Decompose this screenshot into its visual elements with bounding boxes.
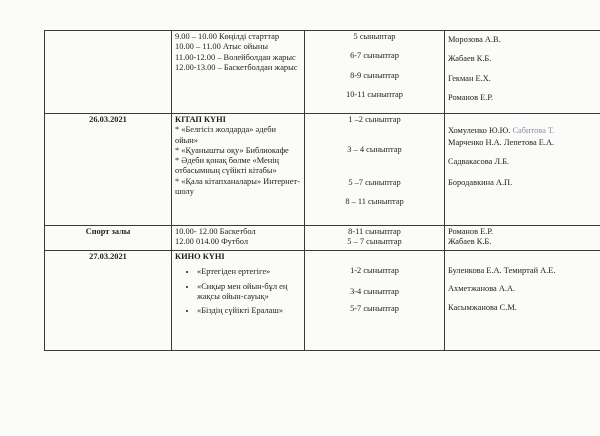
activity-cell: [172, 114, 305, 226]
date-cell: 27.03.2021: [45, 251, 172, 351]
activity-cell: [172, 226, 305, 251]
date-cell: [45, 31, 172, 114]
responsible-text: Романов Е.Р.: [448, 92, 494, 102]
day-title: КІТАП КҮНІ: [175, 115, 226, 124]
activity-text: 9.00 – 10.00 Көңілді старттар: [175, 32, 280, 41]
responsible-text: Садвакасова Л.Б.: [448, 156, 510, 166]
activity-cell: [172, 31, 305, 114]
activity-text: * «Белгісіз жолдарда» әдеби ойын»: [175, 125, 276, 145]
class-cell: [305, 226, 445, 251]
responsible-text: Марченко Н.А. Лепетова Е.А.: [448, 138, 555, 148]
list-item: • «Біздің сүйікті Ералаш»: [197, 306, 301, 316]
date-cell: 26.03.2021: [45, 114, 172, 226]
class-text: 10-11 сыныптар: [346, 89, 403, 99]
responsible-cell: [445, 251, 600, 351]
responsible-text: Гекман Е.Х.: [448, 73, 491, 83]
activity-text: 10.00 – 11.00 Атыс ойыны: [175, 42, 268, 52]
table-row: [45, 114, 600, 226]
class-text: 8 – 11 сыныптар: [345, 196, 404, 206]
table-row: [45, 31, 600, 114]
activity-text: 12.00 014.00 Футбол: [175, 237, 249, 247]
list-item: • «Сиқыр мен ойын-бұл ең жақсы ойын-сауық»: [197, 282, 301, 303]
activity-cell: [172, 251, 305, 351]
day-title: КИНО КҮНІ: [175, 252, 225, 261]
responsible-cell: [445, 114, 600, 226]
activity-text: 11.00-12.00 – Волейболдан жарыс: [175, 52, 296, 62]
list-item: • «Ертегіден ертегіге»: [197, 267, 301, 277]
class-text: 3 – 4 сыныптар: [347, 145, 402, 155]
responsible-name: Хомуленко Ю.Ю.: [448, 126, 511, 135]
class-text: 1-2 сыныптар: [350, 266, 399, 275]
responsible-text: Ахметжанова А.А.: [448, 284, 516, 294]
activity-text: 12.00-13.00 – Баскетболдан жарыс: [175, 62, 298, 72]
class-cell: [305, 251, 445, 351]
responsible-text: Жабаев К.Б.: [448, 54, 492, 64]
responsible-text: Касымжанова С.М.: [448, 302, 517, 312]
class-text: 3-4 сыныптар: [350, 287, 399, 297]
class-text: 6-7 сыныптар: [350, 51, 399, 61]
film-list: [175, 267, 301, 316]
responsible-text: Морозова А.В.: [448, 35, 501, 44]
activity-text: * «Қуанышты оқу» Библиокафе: [175, 145, 289, 155]
responsible-text: [448, 126, 597, 136]
table-row: [45, 251, 600, 351]
class-text: 8-9 сыныптар: [350, 70, 399, 80]
activity-text: * Әдеби қонақ бөлме «Менің отбасымның сүйікті кітабы»: [175, 156, 280, 176]
class-text: 1 –2 сыныптар: [348, 115, 401, 124]
class-text: 8-11 сыныптар: [348, 227, 401, 236]
responsible-name-faded: Сабитова Т.: [512, 126, 555, 135]
schedule-table: [44, 30, 600, 351]
responsible-text: Бородавкина А.П.: [448, 177, 513, 187]
table-row: [45, 226, 600, 251]
activity-text: 10.00- 12.00 Баскетбол: [175, 227, 256, 236]
responsible-cell: [445, 226, 600, 251]
class-text: 5 сыныптар: [353, 32, 396, 41]
responsible-text: Буленкова Е.А. Темиртай А.Е.: [448, 266, 556, 275]
activity-text: * «Қала кітапханалары» Интернет-шолу: [175, 176, 300, 196]
responsible-text: Жабаев К.Б.: [448, 237, 492, 247]
date-cell: Спорт залы: [45, 226, 172, 251]
class-text: 5-7 сыныптар: [350, 303, 399, 313]
responsible-cell: [445, 31, 600, 114]
class-cell: [305, 31, 445, 114]
class-cell: [305, 114, 445, 226]
class-text: 5 –7 сыныптар: [348, 177, 401, 187]
class-text: 5 – 7 сыныптар: [347, 237, 402, 247]
responsible-text: Романов Е.Р.: [448, 227, 494, 236]
